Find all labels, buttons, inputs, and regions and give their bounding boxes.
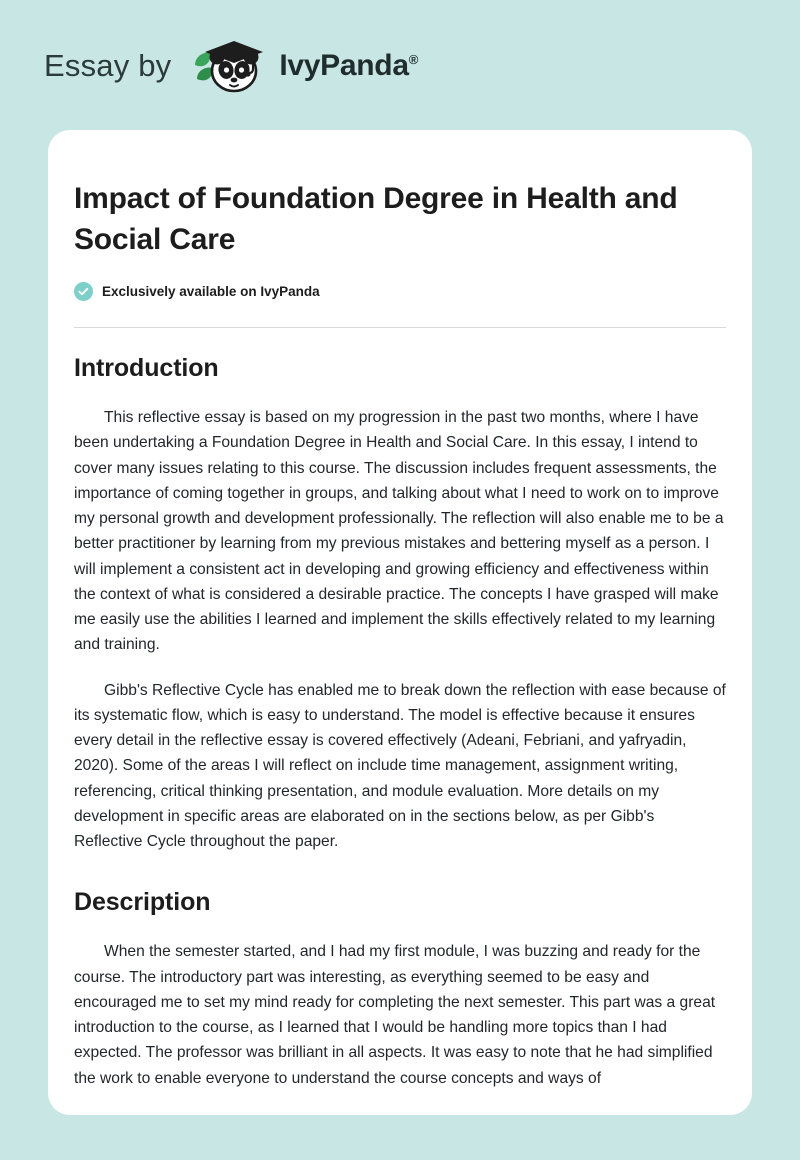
registered-mark: ® [408, 52, 418, 67]
paragraph: Gibb's Reflective Cycle has enabled me to break down the reflection with ease because of its systematic flow, which is easy to understand. The model is effective because it ensures every detail in the reflective essay is covered effectively (Adeani, Febriani, and yafryadin, 2020). Some of the areas I will reflect on include time management, assignment writing, referencing, critical thinking presentation, and module evaluation. More details on my development in specific areas are elaborated on in the sections below, as per Gibb's Reflective Cycle throughout the paper. [74, 681, 726, 851]
brand-header [0, 0, 800, 96]
check-circle-icon [74, 282, 93, 301]
page-title: Impact of Foundation Degree in Health and Social Care [74, 182, 678, 257]
essay-by-label: Essay by [44, 48, 172, 83]
ivypanda-logo[interactable] [187, 35, 418, 97]
section-heading-description: Description [74, 888, 211, 917]
paragraph: This reflective essay is based on my progression in the past two months, where I have been undertaking a Foundation Degree in Health and Social Care. In this essay, I intend to cover many issues relating to this course. The discussion includes frequent assessments, the importance of coming together in groups, and talking about what I need to work on to improve my personal growth and development professionally. The reflection will also enable me to be a better practitioner by learning from my previous mistakes and bettering myself as a person. I will implement a consistent act in developing and growing efficiency and effectiveness within the context of what is considered a desirable practice. The concepts I have grasped will make me easily use the abilities I learned and implement the skills effectively related to my learning and training. [74, 409, 724, 654]
paragraph: When the semester started, and I had my first module, I was buzzing and ready for the course. The introductory part was interesting, as everything seemed to be easy and encouraged me to set my mind ready for completing the next semester. This part was a great introduction to the course, as I learned that I would be handling more topics than I had expected. The professor was brilliant in all aspects. It was easy to note that he had simplified the work to enable everyone to understand the course concepts and ways of [74, 943, 716, 1087]
brand-name: IvyPanda® [279, 49, 418, 82]
exclusive-label: Exclusively available on IvyPanda [102, 284, 320, 300]
section-heading-introduction: Introduction [74, 354, 219, 383]
exclusive-badge [74, 282, 726, 301]
panda-graduate-icon [187, 35, 273, 97]
title-divider [74, 327, 726, 328]
document-card [48, 130, 752, 1115]
